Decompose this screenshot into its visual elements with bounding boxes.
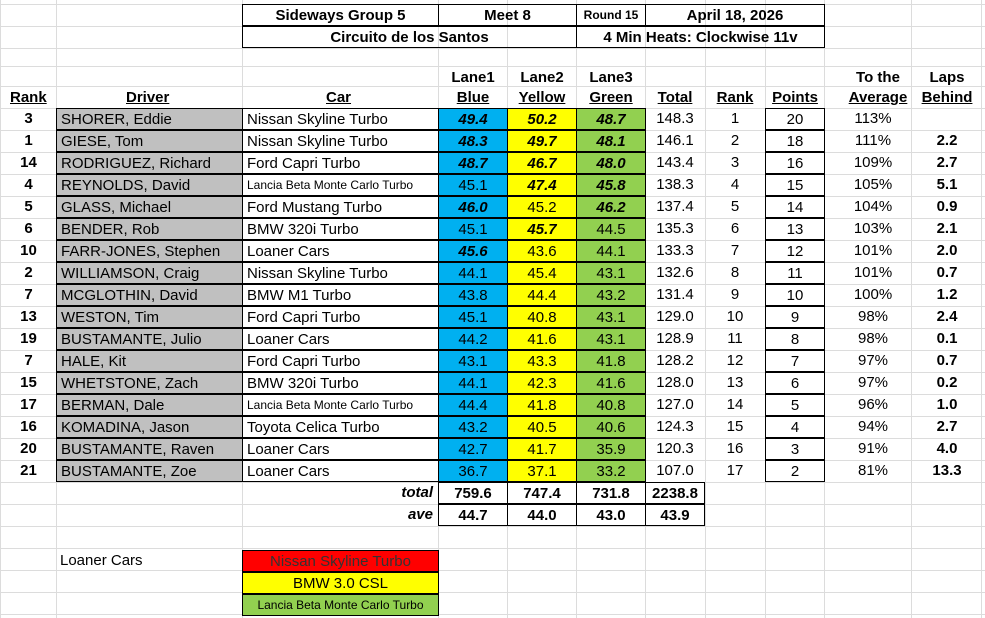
- driver-cell: FARR-JONES, Stephen: [56, 240, 243, 262]
- avg-cell: 91%: [857, 440, 889, 457]
- ave-overall: 43.9: [645, 504, 705, 526]
- lane1-cell: 45.1: [438, 218, 508, 240]
- lane3-cell: 44.1: [576, 240, 646, 262]
- lane2-cell: 45.7: [507, 218, 577, 240]
- lane3-cell: 35.9: [576, 438, 646, 460]
- driver-cell: REYNOLDS, David: [56, 174, 243, 196]
- car-cell: BMW 320i Turbo: [242, 218, 439, 240]
- laps-cell: 5.1: [936, 176, 958, 193]
- rank-cell: 5: [24, 198, 33, 215]
- col-lane3-top: Lane3: [589, 69, 633, 86]
- driver-cell: WESTON, Tim: [56, 306, 243, 328]
- total-cell: 135.3: [656, 220, 694, 237]
- lane1-cell: 46.0: [438, 196, 508, 218]
- lane3-cell: 48.0: [576, 152, 646, 174]
- driver-cell: MCGLOTHIN, David: [56, 284, 243, 306]
- place-cell: 8: [730, 264, 740, 281]
- lane1-cell: 44.4: [438, 394, 508, 416]
- car-cell: Ford Capri Turbo: [242, 152, 439, 174]
- laps-cell: 2.7: [936, 418, 958, 435]
- lane2-cell: 50.2: [507, 108, 577, 130]
- total-cell: 143.4: [656, 154, 694, 171]
- driver-cell: SHORER, Eddie: [56, 108, 243, 130]
- rank-cell: 1: [24, 132, 33, 149]
- laps-cell: 0.7: [936, 352, 958, 369]
- lane2-cell: 41.8: [507, 394, 577, 416]
- points-cell: 12: [765, 240, 825, 262]
- loaner-car-1: Nissan Skyline Turbo: [242, 550, 439, 572]
- col-laps-bottom: Behind: [921, 89, 973, 106]
- total-cell: 148.3: [656, 110, 694, 127]
- avg-cell: 98%: [857, 308, 889, 325]
- total-cell: 128.0: [656, 374, 694, 391]
- driver-cell: BUSTAMANTE, Zoe: [56, 460, 243, 482]
- lane2-cell: 47.4: [507, 174, 577, 196]
- place-cell: 15: [726, 418, 744, 435]
- lane3-cell: 43.2: [576, 284, 646, 306]
- col-total: Total: [657, 89, 693, 106]
- rank-cell: 7: [24, 286, 33, 303]
- points-cell: 20: [765, 108, 825, 130]
- col-points: Points: [772, 89, 818, 106]
- rank-cell: 7: [24, 352, 33, 369]
- total-lane2: 747.4: [507, 482, 577, 504]
- lane2-cell: 46.7: [507, 152, 577, 174]
- lane2-cell: 43.3: [507, 350, 577, 372]
- laps-cell: 0.9: [936, 198, 958, 215]
- lane1-cell: 44.1: [438, 262, 508, 284]
- lane2-cell: 45.4: [507, 262, 577, 284]
- lane1-cell: 45.6: [438, 240, 508, 262]
- place-cell: 11: [727, 330, 743, 347]
- car-cell: BMW 320i Turbo: [242, 372, 439, 394]
- lane2-cell: 41.6: [507, 328, 577, 350]
- col-driver: Driver: [126, 89, 170, 106]
- place-cell: 13: [726, 374, 744, 391]
- avg-cell: 111%: [854, 132, 892, 149]
- avg-cell: 105%: [853, 176, 893, 193]
- place-cell: 3: [730, 154, 740, 171]
- car-cell: Loaner Cars: [242, 328, 439, 350]
- lane1-cell: 43.8: [438, 284, 508, 306]
- lane2-cell: 37.1: [507, 460, 577, 482]
- lane3-cell: 43.1: [576, 262, 646, 284]
- lane3-cell: 41.6: [576, 372, 646, 394]
- avg-cell: 101%: [853, 264, 893, 281]
- driver-cell: GIESE, Tom: [56, 130, 243, 152]
- avg-cell: 97%: [857, 352, 889, 369]
- total-overall: 2238.8: [645, 482, 705, 504]
- col-avg-top: To the: [856, 69, 900, 86]
- rank-cell: 21: [20, 462, 37, 479]
- total-cell: 146.1: [656, 132, 694, 149]
- col-place: Rank: [716, 89, 754, 106]
- lane3-cell: 46.2: [576, 196, 646, 218]
- points-cell: 18: [765, 130, 825, 152]
- car-cell: Ford Mustang Turbo: [242, 196, 439, 218]
- lane1-cell: 44.1: [438, 372, 508, 394]
- lane3-cell: 33.2: [576, 460, 646, 482]
- total-cell: 128.9: [656, 330, 694, 347]
- laps-cell: 2.0: [936, 242, 958, 259]
- round-label: Round 15: [576, 4, 646, 26]
- rank-cell: 6: [24, 220, 33, 237]
- laps-cell: 13.3: [932, 462, 962, 479]
- car-cell: Loaner Cars: [242, 460, 439, 482]
- driver-cell: WHETSTONE, Zach: [56, 372, 243, 394]
- points-cell: 14: [765, 196, 825, 218]
- lane3-cell: 43.1: [576, 306, 646, 328]
- car-cell: Lancia Beta Monte Carlo Turbo: [242, 174, 439, 196]
- lane1-cell: 45.1: [438, 174, 508, 196]
- driver-cell: BUSTAMANTE, Raven: [56, 438, 243, 460]
- car-cell: Nissan Skyline Turbo: [242, 108, 439, 130]
- place-cell: 17: [726, 462, 744, 479]
- lane1-cell: 49.4: [438, 108, 508, 130]
- rank-cell: 3: [24, 110, 33, 127]
- lane1-cell: 42.7: [438, 438, 508, 460]
- series-name: Sideways Group 5: [242, 4, 439, 26]
- rank-cell: 2: [24, 264, 33, 281]
- points-cell: 3: [765, 438, 825, 460]
- col-car: Car: [326, 89, 352, 106]
- lane2-cell: 49.7: [507, 130, 577, 152]
- laps-cell: 2.2: [936, 132, 958, 149]
- laps-cell: 0.2: [936, 374, 958, 391]
- lane3-cell: 45.8: [576, 174, 646, 196]
- total-cell: 138.3: [656, 176, 694, 193]
- rank-cell: 15: [20, 374, 37, 391]
- rank-cell: 10: [20, 242, 37, 259]
- avg-cell: 97%: [857, 374, 889, 391]
- points-cell: 15: [765, 174, 825, 196]
- place-cell: 12: [726, 352, 744, 369]
- col-lane1-bottom: Blue: [456, 89, 490, 106]
- totals-label: total: [401, 484, 433, 501]
- car-cell: Lancia Beta Monte Carlo Turbo: [242, 394, 439, 416]
- place-cell: 2: [730, 132, 740, 149]
- avg-cell: 109%: [853, 154, 893, 171]
- avg-cell: 96%: [857, 396, 889, 413]
- laps-cell: [912, 108, 982, 130]
- total-lane3: 731.8: [576, 482, 646, 504]
- ave-lane3: 43.0: [576, 504, 646, 526]
- lane1-cell: 48.7: [438, 152, 508, 174]
- place-cell: 7: [730, 242, 740, 259]
- rank-cell: 13: [20, 308, 37, 325]
- col-lane1-top: Lane1: [451, 69, 495, 86]
- lane2-cell: 42.3: [507, 372, 577, 394]
- total-cell: 137.4: [656, 198, 694, 215]
- total-cell: 131.4: [656, 286, 694, 303]
- avg-cell: 103%: [853, 220, 893, 237]
- rank-cell: 16: [20, 418, 37, 435]
- total-cell: 132.6: [656, 264, 694, 281]
- points-cell: 8: [765, 328, 825, 350]
- lane3-cell: 40.8: [576, 394, 646, 416]
- car-cell: Nissan Skyline Turbo: [242, 130, 439, 152]
- lane1-cell: 36.7: [438, 460, 508, 482]
- points-cell: 16: [765, 152, 825, 174]
- lane2-cell: 43.6: [507, 240, 577, 262]
- points-cell: 13: [765, 218, 825, 240]
- place-cell: 14: [726, 396, 744, 413]
- lane1-cell: 45.1: [438, 306, 508, 328]
- total-lane1: 759.6: [438, 482, 508, 504]
- lane3-cell: 48.7: [576, 108, 646, 130]
- lane1-cell: 43.1: [438, 350, 508, 372]
- car-cell: Nissan Skyline Turbo: [242, 262, 439, 284]
- lane3-cell: 41.8: [576, 350, 646, 372]
- col-laps-top: Laps: [929, 69, 965, 86]
- averages-label: ave: [407, 506, 433, 523]
- avg-cell: 81%: [857, 462, 889, 479]
- points-cell: 9: [765, 306, 825, 328]
- rank-cell: 19: [20, 330, 37, 347]
- avg-cell: 104%: [853, 198, 893, 215]
- car-cell: BMW M1 Turbo: [242, 284, 439, 306]
- loaner-car-3: Lancia Beta Monte Carlo Turbo: [242, 594, 439, 616]
- driver-cell: BERMAN, Dale: [56, 394, 243, 416]
- rank-cell: 17: [20, 396, 37, 413]
- driver-cell: KOMADINA, Jason: [56, 416, 243, 438]
- lane2-cell: 40.8: [507, 306, 577, 328]
- points-cell: 4: [765, 416, 825, 438]
- total-cell: 124.3: [656, 418, 694, 435]
- driver-cell: GLASS, Michael: [56, 196, 243, 218]
- driver-cell: HALE, Kit: [56, 350, 243, 372]
- venue-name: Circuito de los Santos: [242, 26, 577, 48]
- total-cell: 127.0: [656, 396, 694, 413]
- meet-name: Meet 8: [438, 4, 577, 26]
- place-cell: 1: [730, 110, 740, 127]
- laps-cell: 2.1: [936, 220, 958, 237]
- place-cell: 6: [730, 220, 740, 237]
- car-cell: Loaner Cars: [242, 240, 439, 262]
- laps-cell: 0.7: [936, 264, 958, 281]
- lane3-cell: 40.6: [576, 416, 646, 438]
- place-cell: 9: [730, 286, 740, 303]
- points-cell: 6: [765, 372, 825, 394]
- rank-cell: 20: [20, 440, 37, 457]
- car-cell: Toyota Celica Turbo: [242, 416, 439, 438]
- points-cell: 10: [765, 284, 825, 306]
- place-cell: 4: [730, 176, 740, 193]
- lane3-cell: 48.1: [576, 130, 646, 152]
- avg-cell: 113%: [854, 110, 892, 127]
- lane2-cell: 41.7: [507, 438, 577, 460]
- total-cell: 129.0: [656, 308, 694, 325]
- place-cell: 10: [726, 308, 744, 325]
- total-cell: 120.3: [656, 440, 694, 457]
- col-avg-bottom: Average: [848, 89, 908, 106]
- laps-cell: 1.2: [936, 286, 958, 303]
- points-cell: 11: [765, 262, 825, 284]
- points-cell: 5: [765, 394, 825, 416]
- laps-cell: 4.0: [936, 440, 958, 457]
- rank-cell: 4: [24, 176, 33, 193]
- points-cell: 2: [765, 460, 825, 482]
- car-cell: Ford Capri Turbo: [242, 350, 439, 372]
- heat-format: 4 Min Heats: Clockwise 11v: [576, 26, 825, 48]
- driver-cell: BUSTAMANTE, Julio: [56, 328, 243, 350]
- car-cell: Ford Capri Turbo: [242, 306, 439, 328]
- laps-cell: 0.1: [936, 330, 958, 347]
- lane1-cell: 43.2: [438, 416, 508, 438]
- driver-cell: RODRIGUEZ, Richard: [56, 152, 243, 174]
- ave-lane1: 44.7: [438, 504, 508, 526]
- avg-cell: 100%: [853, 286, 893, 303]
- lane1-cell: 44.2: [438, 328, 508, 350]
- lane1-cell: 48.3: [438, 130, 508, 152]
- lane3-cell: 43.1: [576, 328, 646, 350]
- avg-cell: 94%: [857, 418, 889, 435]
- laps-cell: 2.4: [936, 308, 958, 325]
- loaner-car-2: BMW 3.0 CSL: [242, 572, 439, 594]
- driver-cell: WILLIAMSON, Craig: [56, 262, 243, 284]
- driver-cell: BENDER, Rob: [56, 218, 243, 240]
- loaner-label: Loaner Cars: [60, 552, 143, 569]
- race-date: April 18, 2026: [645, 4, 825, 26]
- ave-lane2: 44.0: [507, 504, 577, 526]
- total-cell: 133.3: [656, 242, 694, 259]
- total-cell: 107.0: [656, 462, 694, 479]
- lane2-cell: 45.2: [507, 196, 577, 218]
- col-rank: Rank: [10, 89, 47, 106]
- lane3-cell: 44.5: [576, 218, 646, 240]
- avg-cell: 101%: [853, 242, 893, 259]
- avg-cell: 98%: [857, 330, 889, 347]
- lane2-cell: 44.4: [507, 284, 577, 306]
- car-cell: Loaner Cars: [242, 438, 439, 460]
- place-cell: 5: [730, 198, 740, 215]
- laps-cell: 1.0: [936, 396, 958, 413]
- col-lane2-top: Lane2: [520, 69, 564, 86]
- rank-cell: 14: [20, 154, 37, 171]
- col-lane2-bottom: Yellow: [518, 89, 566, 106]
- lane2-cell: 40.5: [507, 416, 577, 438]
- col-lane3-bottom: Green: [589, 89, 633, 106]
- total-cell: 128.2: [656, 352, 694, 369]
- laps-cell: 2.7: [936, 154, 958, 171]
- points-cell: 7: [765, 350, 825, 372]
- place-cell: 16: [726, 440, 744, 457]
